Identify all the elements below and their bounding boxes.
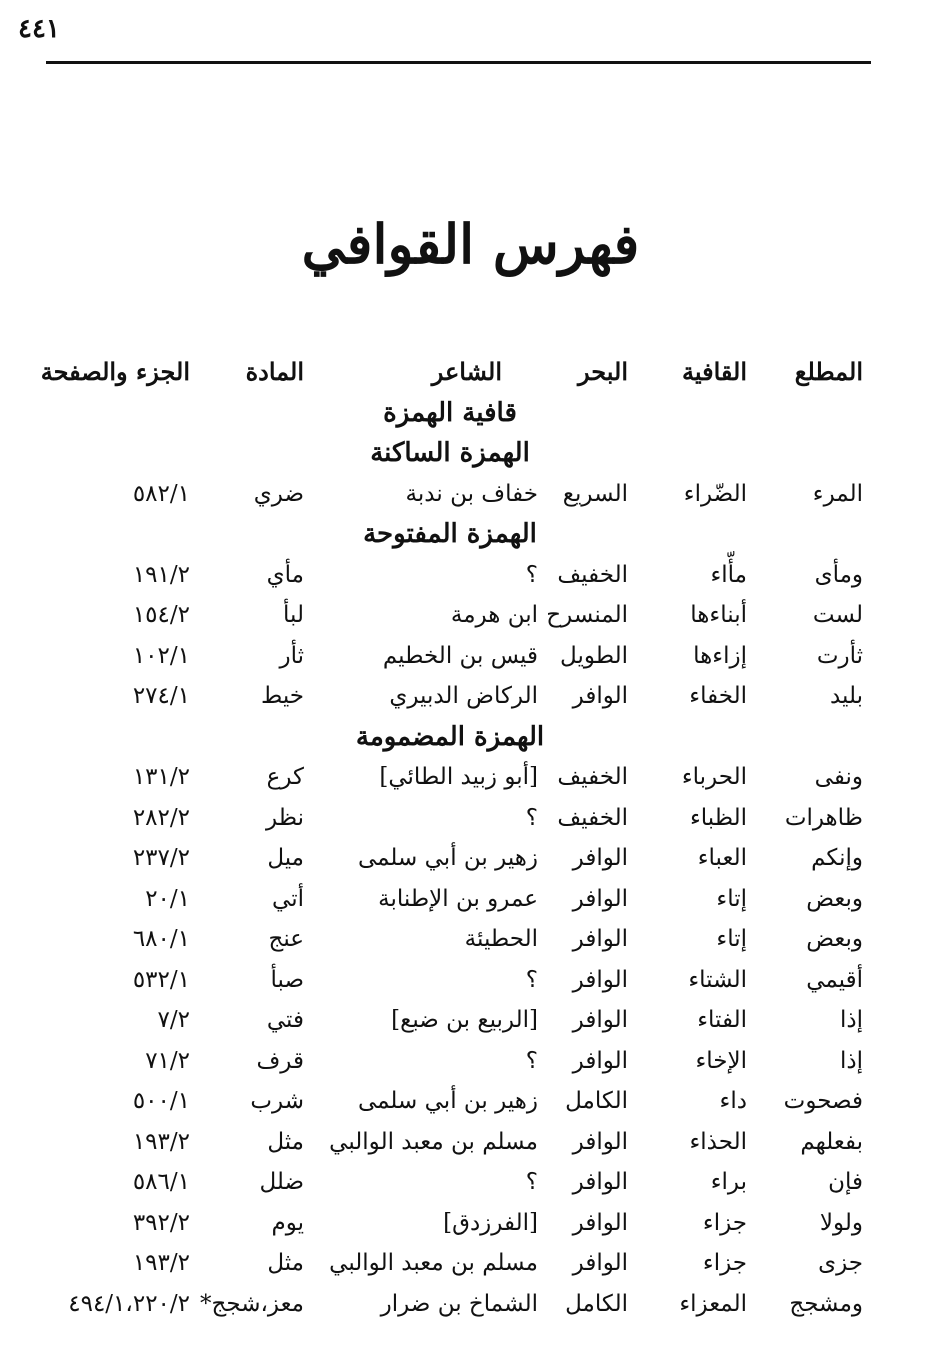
header-rule <box>46 61 871 64</box>
matla-cell: وبعض <box>806 926 863 952</box>
poet-cell: [الربيع بن ضبع] <box>391 1007 538 1033</box>
poet-cell: الركاض الدبيري <box>389 683 538 709</box>
root-cell: ضلل <box>259 1169 304 1195</box>
bahr-cell: الوافر <box>572 1209 628 1236</box>
matla-cell: ومشجج <box>789 1290 863 1317</box>
bahr-cell: الخفيف <box>557 764 628 790</box>
qafia-cell: الخفاء <box>689 683 747 709</box>
bahr-cell: الوافر <box>572 885 628 912</box>
bahr-cell: الكامل <box>565 1290 628 1317</box>
page-number: ٤٤١ <box>18 14 60 44</box>
volume-page-cell: ٤٩٤/١،٢٢٠/٢ <box>68 1290 190 1317</box>
poet-cell: خفاف بن ندبة <box>405 480 538 507</box>
matla-cell: فإن <box>828 1169 863 1195</box>
bahr-cell: السريع <box>562 480 628 507</box>
column-header-shaer: الشاعر <box>431 357 502 386</box>
volume-page-cell: ٧/٢ <box>157 1007 190 1033</box>
volume-page-cell: ٣٩٢/٢ <box>132 1209 190 1236</box>
table-row <box>40 636 870 677</box>
bahr-cell: الطويل <box>560 642 628 669</box>
root-cell: لبأ <box>283 602 304 628</box>
volume-page-cell: ١٩١/٢ <box>132 561 190 588</box>
table-row <box>40 676 870 717</box>
matla-cell: ومأى <box>814 561 863 588</box>
matla-cell: ثأرت <box>816 642 863 669</box>
table-row <box>40 474 870 515</box>
poet-cell: ابن هرمة <box>450 602 538 628</box>
matla-cell: المرء <box>812 480 863 507</box>
table-row <box>40 1203 870 1244</box>
bahr-cell: الوافر <box>572 683 628 709</box>
section-heading-madmuma: الهمزة المضمومة <box>355 721 545 752</box>
qafia-cell: الحرباء <box>681 764 747 790</box>
column-header-madda: المادة <box>245 357 304 386</box>
qafia-cell: مأّاء <box>710 561 747 588</box>
volume-page-cell: ٥٨٢/١ <box>132 480 190 507</box>
qafia-cell: الفتاء <box>697 1007 747 1033</box>
bahr-cell: الخفيف <box>557 561 628 588</box>
qafia-cell: الحذاء <box>689 1128 747 1155</box>
group-maftuha <box>40 555 870 717</box>
poet-cell: الشماخ بن ضرار <box>380 1290 538 1317</box>
column-header-juz: الجزء والصفحة <box>40 357 190 386</box>
root-cell: ثأر <box>279 642 304 669</box>
table-row <box>40 1284 870 1325</box>
bahr-cell: الوافر <box>572 1128 628 1155</box>
poet-cell: ؟ <box>525 1047 538 1074</box>
section-heading-maftuha: الهمزة المفتوحة <box>363 519 537 549</box>
group-madmuma <box>40 757 870 1324</box>
volume-page-cell: ٧١/٢ <box>145 1047 190 1074</box>
bahr-cell: الوافر <box>572 1007 628 1033</box>
poet-cell: الحطيئة <box>464 926 538 952</box>
matla-cell: وإنكم <box>811 845 863 871</box>
table-row <box>40 595 870 636</box>
poet-cell: [أبو زبيد الطائي] <box>379 764 538 790</box>
matla-cell: وبعض <box>806 885 863 912</box>
volume-page-cell: ١٠٢/١ <box>132 642 190 669</box>
root-cell: قرف <box>256 1047 304 1074</box>
root-cell: كرع <box>266 764 304 790</box>
root-cell: ضري <box>253 480 304 507</box>
root-cell: صبأ <box>270 966 304 993</box>
volume-page-cell: ٢٣٧/٢ <box>132 845 190 871</box>
root-cell: فتي <box>266 1007 304 1033</box>
root-cell: مثل <box>267 1128 304 1155</box>
qafia-cell: الظباء <box>689 804 747 831</box>
poet-cell: مسلم بن معبد الوالبي <box>329 1128 538 1155</box>
qafia-cell: براء <box>710 1169 747 1195</box>
volume-page-cell: ٢٧٤/١ <box>132 683 190 709</box>
poet-cell: زهير بن أبي سلمى <box>357 845 538 871</box>
group-sakina <box>40 474 870 515</box>
matla-cell: بليد <box>829 683 863 709</box>
table-row <box>40 1041 870 1082</box>
column-header-matla: المطلع <box>794 357 863 386</box>
bahr-cell: المنسرح <box>546 602 628 628</box>
qafia-cell: إتاء <box>716 926 747 952</box>
rhyme-index-table <box>40 352 870 1324</box>
column-header-qafia: القافية <box>681 357 747 386</box>
page-title: فهرس القوافي <box>301 212 640 276</box>
bahr-cell: الوافر <box>572 1047 628 1074</box>
volume-page-cell: ٢٠/١ <box>145 885 190 912</box>
table-row <box>40 555 870 596</box>
volume-page-cell: ٥٨٦/١ <box>132 1169 190 1195</box>
root-cell: معز،شجج* <box>200 1290 304 1317</box>
qafia-cell: الشتاء <box>688 966 747 993</box>
table-row <box>40 879 870 920</box>
table-row <box>40 919 870 960</box>
matla-cell: فصحوت <box>783 1088 863 1114</box>
qafia-cell: جزاء <box>702 1209 747 1236</box>
table-row <box>40 1243 870 1284</box>
root-cell: يوم <box>271 1209 304 1236</box>
volume-page-cell: ٥٣٢/١ <box>132 966 190 993</box>
bahr-cell: الوافر <box>572 926 628 952</box>
poet-cell: عمرو بن الإطنابة <box>378 885 538 912</box>
volume-page-cell: ٢٨٢/٢ <box>132 804 190 831</box>
bahr-cell: الوافر <box>572 1250 628 1276</box>
root-cell: أتي <box>272 885 304 912</box>
poet-cell: مسلم بن معبد الوالبي <box>329 1250 538 1276</box>
bahr-cell: الوافر <box>572 1169 628 1195</box>
poet-cell: ؟ <box>525 966 538 993</box>
root-cell: ميل <box>267 845 304 871</box>
qafia-cell: جزاء <box>702 1250 747 1276</box>
root-cell: نظر <box>266 804 304 831</box>
matla-cell: ولولا <box>819 1209 863 1236</box>
table-row <box>40 1000 870 1041</box>
qafia-cell: إزاءها <box>693 642 747 669</box>
volume-page-cell: ١٥٤/٢ <box>132 602 190 628</box>
volume-page-cell: ١٩٣/٢ <box>132 1250 190 1276</box>
poet-cell: ؟ <box>525 1169 538 1195</box>
matla-cell: إذا <box>839 1007 863 1033</box>
matla-cell: لست <box>812 602 863 628</box>
table-row <box>40 1122 870 1163</box>
qafia-cell: أبناءها <box>690 602 747 628</box>
qafia-cell: الإخاء <box>695 1047 747 1074</box>
matla-cell: ونفى <box>814 764 863 790</box>
poet-cell: [الفرزدق] <box>443 1209 538 1236</box>
root-cell: خيط <box>261 683 304 709</box>
bahr-cell: الوافر <box>572 845 628 871</box>
table-header-row <box>40 352 870 393</box>
qafia-cell: العباء <box>697 845 747 871</box>
matla-cell: أقيمي <box>806 966 863 993</box>
matla-cell: ظاهرات <box>784 804 863 831</box>
matla-cell: إذا <box>839 1047 863 1074</box>
bahr-cell: الكامل <box>565 1088 628 1114</box>
qafia-cell: داء <box>719 1088 747 1114</box>
table-row <box>40 798 870 839</box>
poet-cell: ؟ <box>525 561 538 588</box>
qafia-cell: إتاء <box>716 885 747 912</box>
table-row <box>40 960 870 1001</box>
poet-cell: زهير بن أبي سلمى <box>357 1088 538 1114</box>
matla-cell: جزى <box>818 1250 863 1276</box>
volume-page-cell: ٥٠٠/١ <box>132 1088 190 1114</box>
root-cell: مأي <box>266 561 304 588</box>
bahr-cell: الخفيف <box>557 804 628 831</box>
root-cell: شرب <box>250 1088 304 1114</box>
section-heading-sakina: الهمزة الساكنة <box>370 438 530 468</box>
root-cell: عنج <box>268 926 304 952</box>
volume-page-cell: ٦٨٠/١ <box>132 926 190 952</box>
poet-cell: قيس بن الخطيم <box>382 642 538 669</box>
table-row <box>40 1162 870 1203</box>
qafia-cell: المعزاء <box>679 1290 747 1317</box>
table-row <box>40 757 870 798</box>
poet-cell: ؟ <box>525 804 538 831</box>
table-row <box>40 1081 870 1122</box>
volume-page-cell: ١٣١/٢ <box>132 764 190 790</box>
matla-cell: بفعلهم <box>800 1128 863 1155</box>
bahr-cell: الوافر <box>572 966 628 993</box>
section-heading-main: قافية الهمزة <box>383 397 517 428</box>
qafia-cell: الضّراء <box>683 480 747 507</box>
volume-page-cell: ١٩٣/٢ <box>132 1128 190 1155</box>
root-cell: مثل <box>267 1250 304 1276</box>
table-row <box>40 838 870 879</box>
column-header-bahr: البحر <box>578 357 628 386</box>
